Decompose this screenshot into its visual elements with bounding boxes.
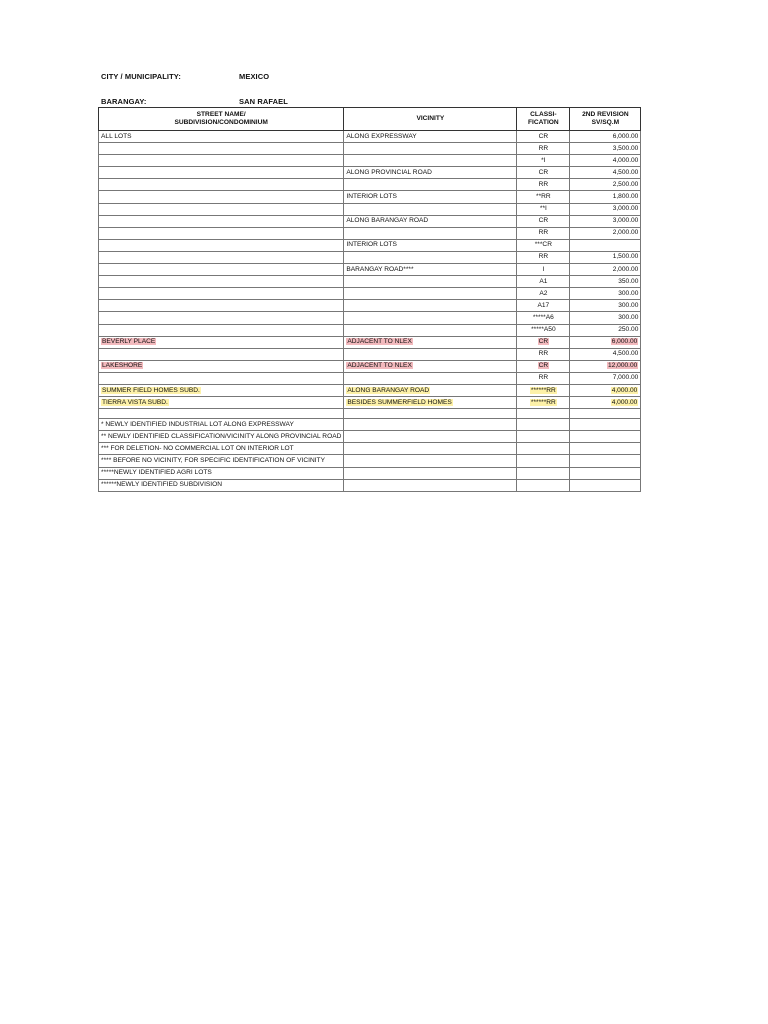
table-row (99, 384, 641, 396)
classification-cell (517, 360, 570, 372)
street-cell (99, 384, 344, 396)
column-header-classification: CLASSI- FICATION (517, 108, 570, 131)
value-cell (570, 336, 641, 348)
street-cell (99, 288, 344, 300)
table-row (99, 179, 641, 191)
table-row (99, 251, 641, 263)
value-cell: 3,000.00 (570, 215, 641, 227)
note-row (99, 419, 641, 431)
street-cell (99, 251, 344, 263)
classification-cell: ***CR (517, 239, 570, 251)
table-row (99, 276, 641, 288)
value-cell: 4,500.00 (570, 167, 641, 179)
vicinity-cell (344, 360, 517, 372)
value-cell: 6,000.00 (570, 131, 641, 143)
column-header-street: STREET NAME/ SUBDIVISION/CONDOMINIUM (99, 108, 344, 131)
table-row (99, 348, 641, 360)
classification-cell (517, 397, 570, 409)
empty-cell (517, 431, 570, 443)
empty-cell (570, 467, 641, 479)
vicinity-cell: ALONG PROVINCIAL ROAD (344, 167, 517, 179)
value-cell: 2,000.00 (570, 264, 641, 276)
empty-cell (344, 467, 517, 479)
table-row (99, 336, 641, 348)
footnote-text: ******NEWLY IDENTIFIED SUBDIVISION (99, 479, 344, 491)
street-cell (99, 397, 344, 409)
highlighted-text: BESIDES SUMMERFIELD HOMES (347, 398, 452, 406)
street-cell (99, 203, 344, 215)
classification-cell: I (517, 264, 570, 276)
table-row (99, 155, 641, 167)
column-header-value: 2ND REVISION SV/SQ.M (570, 108, 641, 131)
vicinity-cell (344, 143, 517, 155)
street-cell (99, 215, 344, 227)
empty-cell (344, 455, 517, 467)
street-cell (99, 360, 344, 372)
value-cell: 300.00 (570, 312, 641, 324)
valuation-table (98, 107, 641, 492)
highlighted-text: CR (538, 362, 549, 370)
value-cell (570, 239, 641, 251)
value-cell: 3,500.00 (570, 143, 641, 155)
vicinity-cell (344, 288, 517, 300)
note-row (99, 455, 641, 467)
table-row (99, 227, 641, 239)
table-row (99, 288, 641, 300)
empty-cell (517, 419, 570, 431)
vicinity-cell (344, 397, 517, 409)
table-row (99, 264, 641, 276)
value-cell: 300.00 (570, 288, 641, 300)
vicinity-cell (344, 276, 517, 288)
classification-cell (517, 384, 570, 396)
empty-cell (517, 479, 570, 491)
empty-cell (344, 443, 517, 455)
vicinity-cell: ALONG BARANGAY ROAD (344, 215, 517, 227)
highlighted-text: ******RR (530, 398, 556, 406)
vicinity-cell (344, 227, 517, 239)
classification-cell: RR (517, 372, 570, 384)
city-value: MEXICO (239, 72, 270, 81)
barangay-label: BARANGAY: (101, 97, 147, 106)
classification-cell: *****A50 (517, 324, 570, 336)
table-row (99, 360, 641, 372)
note-row (99, 431, 641, 443)
classification-cell (517, 336, 570, 348)
vicinity-cell (344, 203, 517, 215)
street-cell (99, 348, 344, 360)
column-header-vicinity: VICINITY (344, 108, 517, 131)
classification-cell: RR (517, 348, 570, 360)
footnote-text: *** FOR DELETION- NO COMMERCIAL LOT ON INTERIOR LOT (99, 443, 344, 455)
value-cell: 4,500.00 (570, 348, 641, 360)
classification-cell: A1 (517, 276, 570, 288)
empty-cell (344, 479, 517, 491)
street-cell (99, 336, 344, 348)
highlighted-text: 4,000.00 (611, 398, 638, 406)
classification-cell: A17 (517, 300, 570, 312)
empty-cell (517, 443, 570, 455)
street-cell (99, 264, 344, 276)
highlighted-text: BEVERLY PLACE (102, 338, 156, 346)
footnote-text: * NEWLY IDENTIFIED INDUSTRIAL LOT ALONG EXPRESSWAY (99, 419, 344, 431)
vicinity-cell (344, 324, 517, 336)
classification-cell: RR (517, 179, 570, 191)
table-row (99, 372, 641, 384)
street-cell (99, 300, 344, 312)
empty-cell (517, 409, 570, 419)
value-cell: 7,000.00 (570, 372, 641, 384)
vicinity-cell (344, 372, 517, 384)
empty-cell (344, 431, 517, 443)
street-cell (99, 372, 344, 384)
empty-cell (344, 419, 517, 431)
empty-cell (570, 443, 641, 455)
highlighted-text: ALONG BARANGAY ROAD (347, 386, 430, 394)
classification-cell: RR (517, 143, 570, 155)
classification-cell: CR (517, 215, 570, 227)
vicinity-cell (344, 251, 517, 263)
street-cell (99, 239, 344, 251)
highlighted-text: CR (538, 338, 549, 346)
vicinity-cell (344, 348, 517, 360)
footnote-text: *****NEWLY IDENTIFIED AGRI LOTS (99, 467, 344, 479)
note-row (99, 479, 641, 491)
street-cell (99, 155, 344, 167)
note-row (99, 443, 641, 455)
empty-cell (344, 409, 517, 419)
classification-cell: CR (517, 131, 570, 143)
value-cell: 2,000.00 (570, 227, 641, 239)
table-row (99, 312, 641, 324)
empty-cell (570, 431, 641, 443)
value-cell (570, 384, 641, 396)
empty-cell (570, 479, 641, 491)
note-row (99, 467, 641, 479)
value-cell: 350.00 (570, 276, 641, 288)
classification-cell: *****A6 (517, 312, 570, 324)
highlighted-text: ADJACENT TO NLEX (347, 338, 412, 346)
table-row (99, 239, 641, 251)
classification-cell: *I (517, 155, 570, 167)
table-row (99, 203, 641, 215)
street-cell (99, 227, 344, 239)
table-header-row (99, 108, 641, 131)
table-row (99, 167, 641, 179)
vicinity-cell (344, 155, 517, 167)
value-cell: 2,500.00 (570, 179, 641, 191)
value-cell (570, 397, 641, 409)
vicinity-cell (344, 300, 517, 312)
value-cell (570, 360, 641, 372)
table-row (99, 191, 641, 203)
vicinity-cell: BARANGAY ROAD**** (344, 264, 517, 276)
footnote-text: ** NEWLY IDENTIFIED CLASSIFICATION/VICINITY ALONG PROVINCIAL ROAD (99, 431, 344, 443)
empty-cell (570, 419, 641, 431)
empty-cell (570, 409, 641, 419)
value-cell: 250.00 (570, 324, 641, 336)
value-cell: 1,800.00 (570, 191, 641, 203)
street-cell (99, 143, 344, 155)
classification-cell: A2 (517, 288, 570, 300)
highlighted-text: SUMMER FIELD HOMES SUBD. (102, 386, 200, 394)
spacer-row (99, 409, 641, 419)
street-cell (99, 167, 344, 179)
street-cell (99, 324, 344, 336)
table-row (99, 300, 641, 312)
classification-cell: **I (517, 203, 570, 215)
empty-cell (517, 455, 570, 467)
value-cell: 4,000.00 (570, 155, 641, 167)
value-cell: 300.00 (570, 300, 641, 312)
highlighted-text: LAKESHORE (102, 362, 143, 370)
street-cell (99, 312, 344, 324)
street-cell (99, 191, 344, 203)
highlighted-text: 6,000.00 (611, 338, 638, 346)
barangay-value: SAN RAFAEL (239, 97, 288, 106)
empty-cell (99, 409, 344, 419)
classification-cell: CR (517, 167, 570, 179)
vicinity-cell (344, 336, 517, 348)
classification-cell: RR (517, 227, 570, 239)
table-row (99, 143, 641, 155)
empty-cell (570, 455, 641, 467)
vicinity-cell (344, 384, 517, 396)
vicinity-cell: INTERIOR LOTS (344, 239, 517, 251)
highlighted-text: ADJACENT TO NLEX (347, 362, 412, 370)
vicinity-cell (344, 179, 517, 191)
value-cell: 1,500.00 (570, 251, 641, 263)
street-cell (99, 276, 344, 288)
street-cell (99, 179, 344, 191)
highlighted-text: TIERRA VISTA SUBD. (102, 398, 168, 406)
table-row (99, 397, 641, 409)
value-cell: 3,000.00 (570, 203, 641, 215)
highlighted-text: 4,000.00 (611, 386, 638, 394)
empty-cell (517, 467, 570, 479)
footnote-text: **** BEFORE NO VICINITY, FOR SPECIFIC IDENTIFICATION OF VICINITY (99, 455, 344, 467)
vicinity-cell: ALONG EXPRESSWAY (344, 131, 517, 143)
table-row (99, 215, 641, 227)
table-row (99, 324, 641, 336)
vicinity-cell: INTERIOR LOTS (344, 191, 517, 203)
table-row (99, 131, 641, 143)
vicinity-cell (344, 312, 517, 324)
classification-cell: **RR (517, 191, 570, 203)
street-cell: ALL LOTS (99, 131, 344, 143)
city-label: CITY / MUNICIPALITY: (101, 72, 181, 81)
highlighted-text: ******RR (530, 386, 556, 394)
highlighted-text: 12,000.00 (608, 362, 638, 370)
classification-cell: RR (517, 251, 570, 263)
